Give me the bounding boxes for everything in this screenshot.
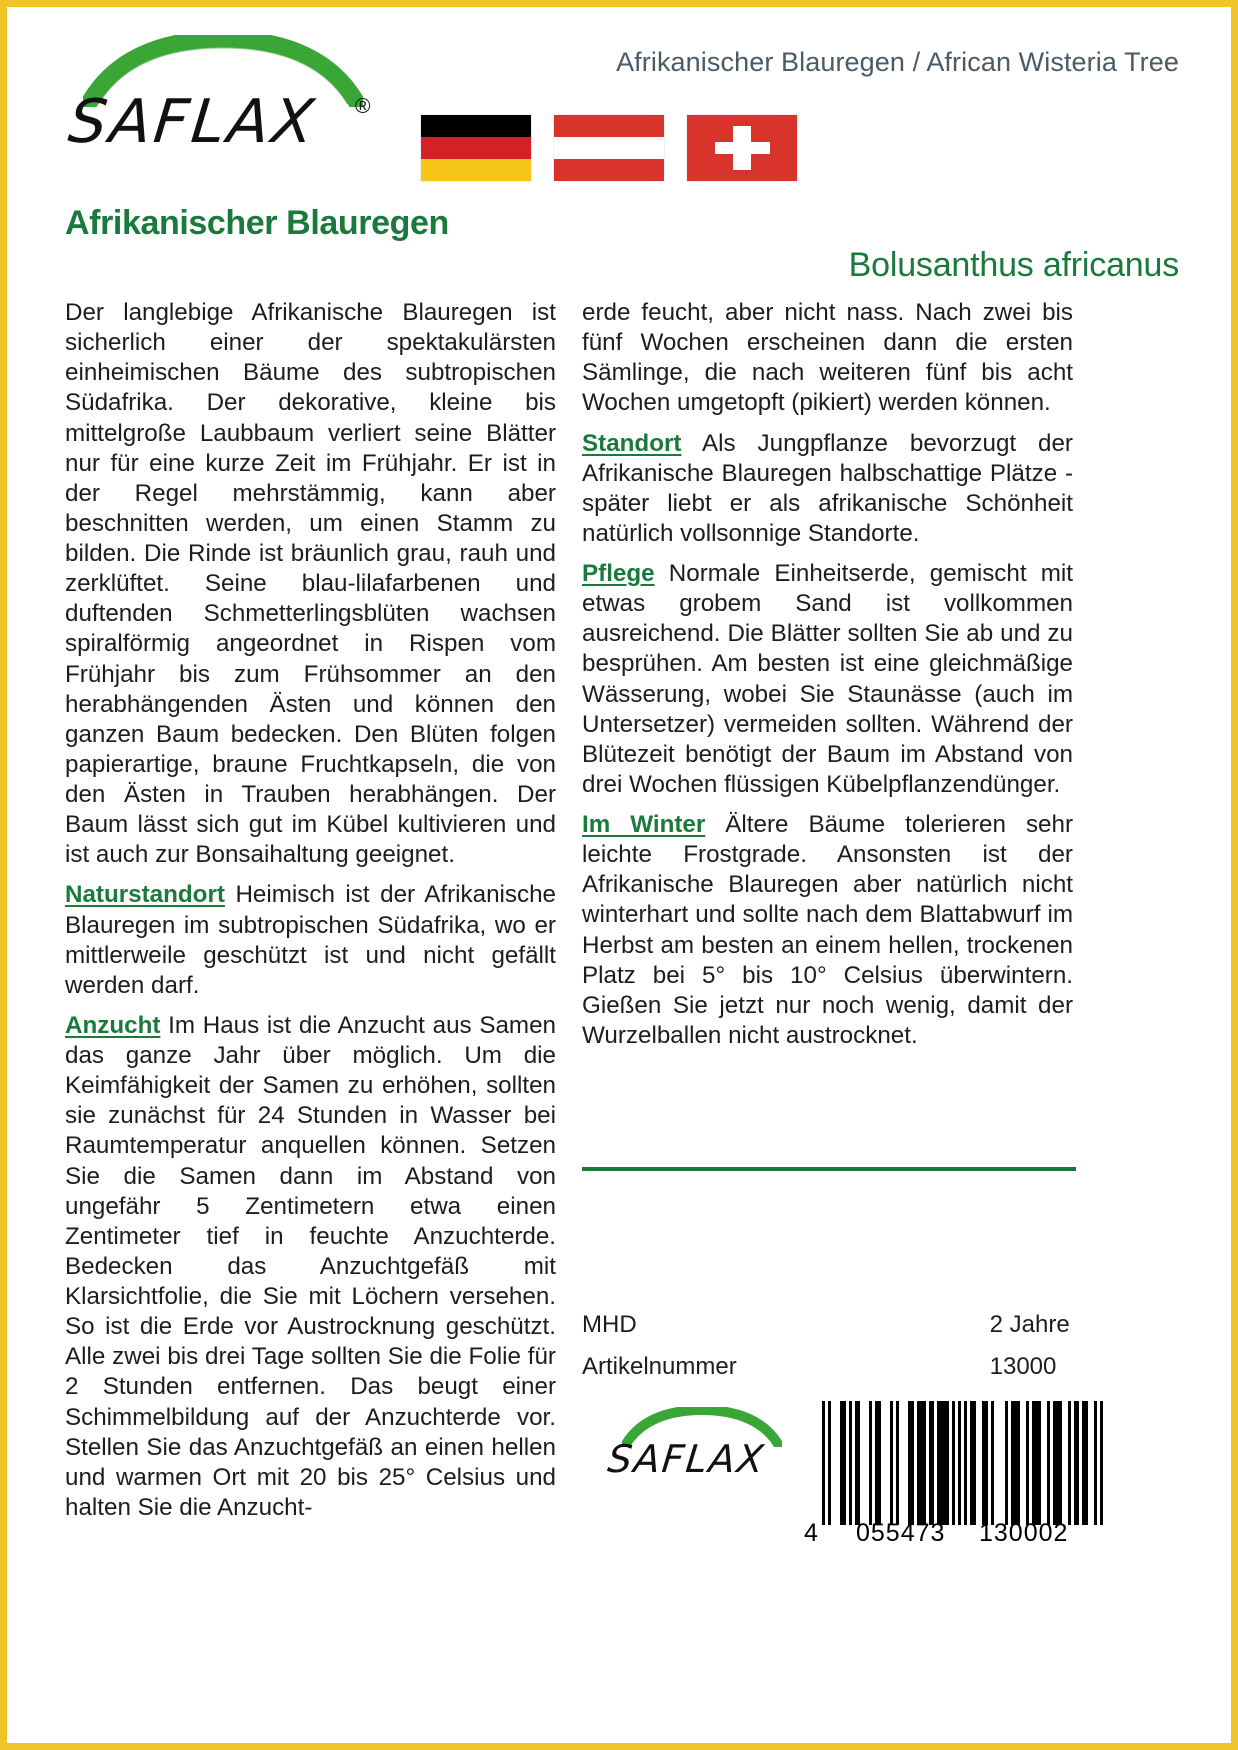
botanical-name: Bolusanthus africanus [848,246,1179,284]
naturstandort-heading: Naturstandort [65,881,225,909]
registered-mark-icon: ® [355,95,371,118]
barcode-digits [804,1519,1104,1553]
packet-header [7,7,1231,202]
standort-text: Als Jungpflanze bevorzugt der Afrikanische Blauregen halbschattige Plätze - später liebt er als afrikanische Schönheit natürlich vollsonnige Standorte. [582,429,1073,547]
barcode-left-group: 055473 [856,1519,946,1547]
barcode-right-group: 130002 [979,1519,1069,1547]
continuation-paragraph: erde feucht, aber nicht nass. Nach zwei bis fünf Wochen erscheinen dann die ersten Sämlinge, die nach weiteren fünf bis acht Wochen umgetopft (pikiert) werden können. [582,299,1073,417]
table-row [582,1353,1076,1395]
barcode-bar [1053,1401,1062,1525]
barcode-bar [831,1401,840,1525]
ean13-barcode [804,1401,1104,1561]
standort-heading: Standort [582,429,682,457]
switzerland-flag [687,115,797,181]
product-meta-table [582,1311,1076,1395]
saflax-logo [65,35,389,185]
page-title: Afrikanischer Blauregen / African Wisteria Tree [616,47,1179,77]
barcode-bar [937,1401,949,1525]
article-label: Artikelnummer [582,1353,737,1380]
barcode-bars [822,1401,1104,1525]
mhd-label: MHD [582,1311,637,1338]
pflege-text: Normale Einheitserde, gemischt mit etwas grobem Sand ist vollkommen ausreichend. Die Blätter sollten Sie ab und zu besprühen. Am besten ist eine gleichmäßige Wässerung, wobei Sie Staunässe (auch im Untersetzer) vermeiden sollten. Während der Blütezeit benötigt der Baum im Abstand von drei Wochen flüssigen Kübelpflanzendünger. [582,560,1073,798]
mhd-value: 2 Jahre [989,1311,1070,1338]
barcode-bar [860,1401,869,1525]
winter-heading: Im Winter [582,811,706,838]
common-name: Afrikanischer Blauregen [65,204,449,242]
flag-row [421,115,797,181]
barcode-bar [899,1401,908,1525]
footer-zone [582,1167,1182,1601]
barcode-bar [1011,1401,1020,1525]
naturstandort-paragraph [65,880,556,1001]
pflege-paragraph [582,559,1073,800]
anzucht-text: Im Haus ist die Anzucht aus Samen das ganze Jahr über möglich. Um die Keimfähigkeit der Samen zu erhöhen, sollten sie zunächst für 24 Stunden in Wasser bei Raumtemperatur anquellen können. Setzen Sie die Samen dann im Abstand von ungefähr 5 Zentimetern etwa einen Zentimeter tief in feuchte Anzuchterde. Bedecken das Anzuchtgefäß mit Klarsichtfolie, die Sie mit Löchern versehen. So ist die Erde vor Austrocknung geschützt. Alle zwei bis drei Tage sollten Sie die Folie für 2 Stunden entfernen. Das beugt einer Schimmelbildung auf der Anzuchterde vor. Stellen Sie das Anzuchtgefäß an einen hellen und warmen Ort mit 20 bis 25° Celsius und halten Sie die Anzucht- [65,1011,556,1521]
brand-and-barcode [582,1401,1102,1601]
anzucht-paragraph [65,1011,556,1523]
table-row [582,1311,1076,1353]
standort-paragraph [582,429,1073,550]
pflege-heading: Pflege [582,560,655,587]
footer-divider [582,1167,1076,1171]
naturstandort-text: Heimisch ist der Afrikanische Blauregen im subtropischen Südafrika, wo er mittlerweile geschützt ist und nicht gefällt werden darf. [65,881,556,999]
barcode-bar [881,1401,890,1525]
barcode-lead-digit: 4 [804,1519,818,1547]
title-row [7,202,1231,298]
intro-paragraph: Der langlebige Afrikanische Blauregen ist sicherlich einer der spektakulärsten einheimischen Bäume des subtropischen Südafrika. Der dekorative, kleine bis mittelgroße Laubbaum verliert seine Blätter nur für eine kurze Zeit im Frühjahr. Er ist in der Regel mehrstämmig, kann aber beschnitten werden, um einen Stamm zu bilden. Die Rinde ist bräunlich grau, rauh und zerklüftet. Seine blau-lilafarbenen und duftenden Schmetterlingsblüten wachsen spiralförmig angeordnet in Rispen vom Frühjahr bis zum Frühsommer an den herabhängenden Ästen und können den ganzen Baum bedecken. Den Blüten folgen papierartige, braune Fruchtkapseln, die von den Ästen in Trauben herabhängen. Der Baum lässt sich gut im Kübel kultivieren und ist auch zur Bonsaihaltung geeignet. [65,299,556,869]
saflax-logo-small [605,1407,818,1517]
winter-text: Ältere Bäume tolerieren sehr leichte Frostgrade. Ansonsten ist der Afrikanische Blauregen aber natürlich nicht winterhart und sollte nach dem Blattabwurf im Herbst am besten an einem hellen, trockenen Platz bei 5° bis 10° Celsius überwintern. Gießen Sie jetzt nur noch wenig, damit der Wurzelballen nicht austrocknet. [582,811,1073,1049]
anzucht-heading: Anzucht [65,1011,161,1039]
austria-flag [554,115,664,181]
barcode-bar [1100,1401,1103,1525]
article-value: 13000 [989,1353,1057,1380]
winter-paragraph [582,810,1073,1051]
left-column [65,298,556,1524]
brand-wordmark-small: SAFLAX [605,1437,768,1481]
barcode-bar [994,1401,1006,1525]
brand-wordmark: SAFLAX [65,87,320,157]
barcode-bar [1032,1401,1041,1525]
germany-flag [421,115,531,181]
barcode-bar [917,1401,926,1525]
